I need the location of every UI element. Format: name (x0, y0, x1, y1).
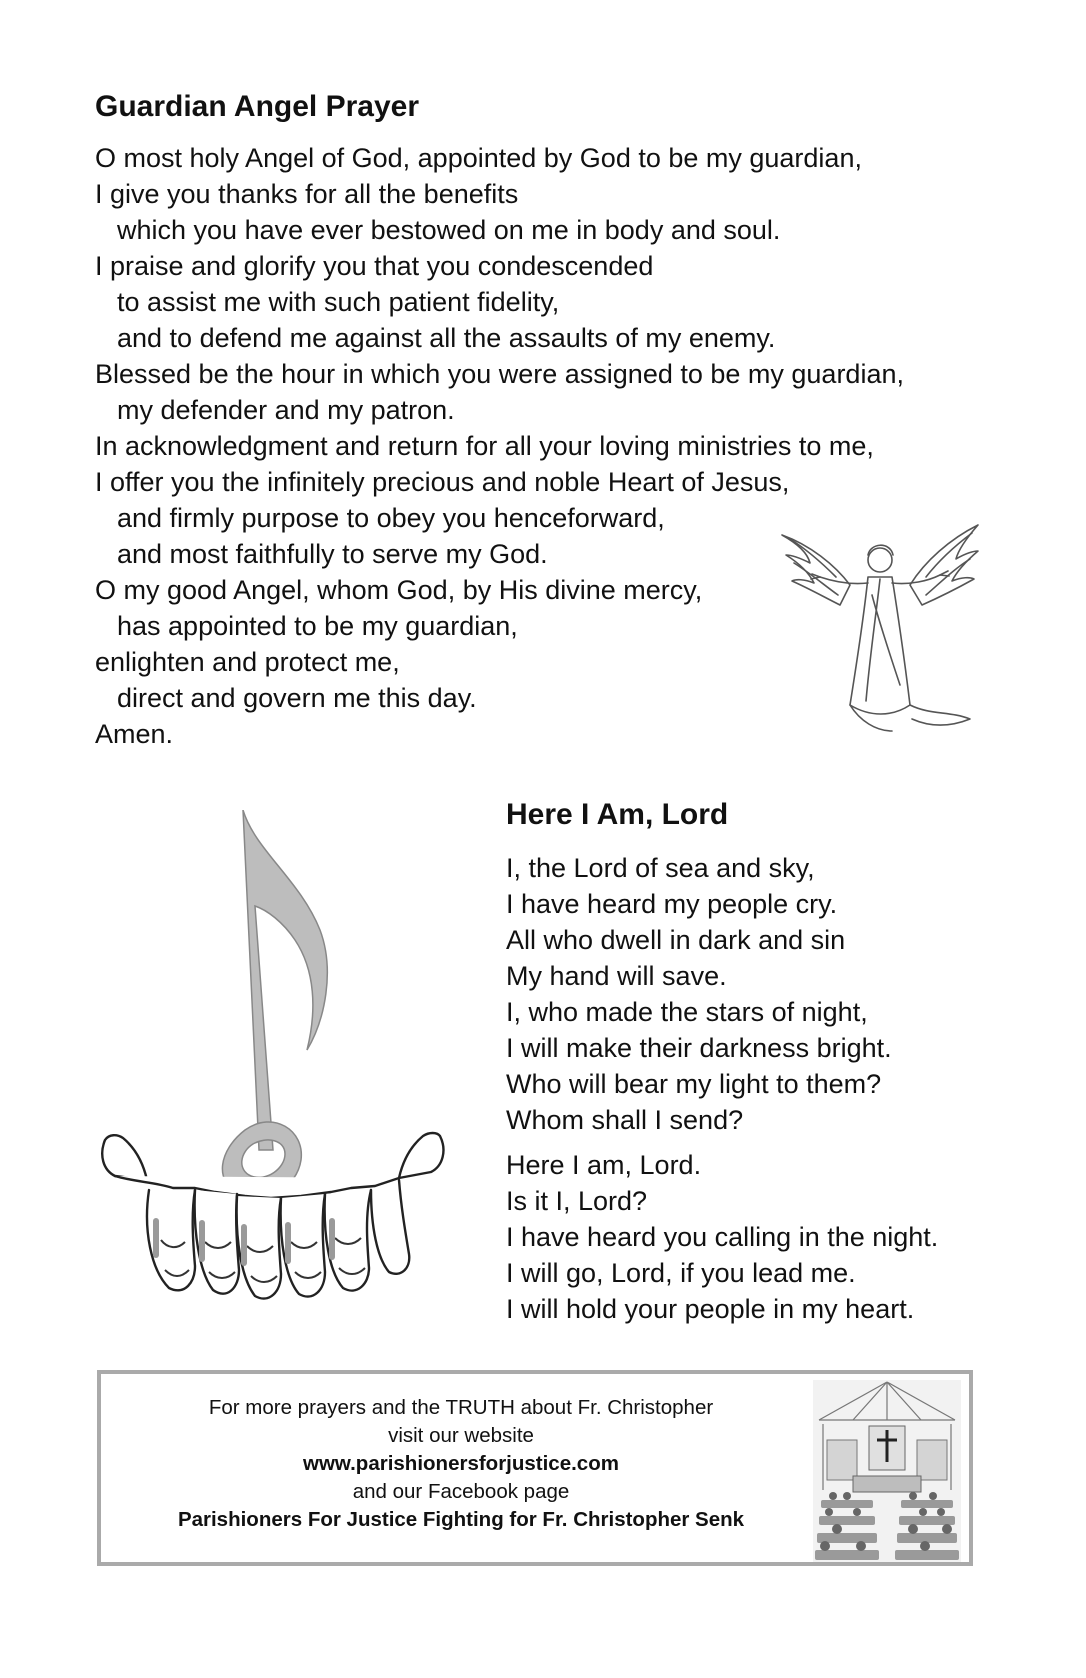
prayer-line: and firmly purpose to obey you henceforward, (117, 503, 665, 533)
prayer-line: and to defend me against all the assaults of my enemy. (117, 323, 776, 353)
hymn-line: I have heard you calling in the night. (506, 1222, 939, 1252)
hymn-line: I will make their darkness bright. (506, 1033, 892, 1063)
footer-text (111, 1394, 811, 1534)
hymn-line: All who dwell in dark and sin (506, 925, 846, 955)
prayer-line: enlighten and protect me, (95, 647, 400, 677)
prayer-line: and most faithfully to serve my God. (117, 539, 548, 569)
footer-line: and our Facebook page (352, 1480, 570, 1503)
hymn-line: I will hold your people in my heart. (506, 1294, 915, 1324)
footer-line: For more prayers and the TRUTH about Fr. Christopher (208, 1396, 714, 1419)
prayer-line: I offer you the infinitely precious and noble Heart of Jesus, (95, 467, 790, 497)
music-note-hands-icon (95, 810, 450, 1330)
prayer-title: Guardian Angel Prayer (95, 90, 419, 123)
prayer-line: In acknowledgment and return for all your loving ministries to me, (95, 431, 874, 461)
hymn-line: Who will bear my light to them? (506, 1069, 882, 1099)
footer-line: visit our website (388, 1424, 534, 1447)
hymn-line: Here I am, Lord. (506, 1150, 702, 1180)
hymn-refrain (506, 1147, 938, 1327)
prayer-line: which you have ever bestowed on me in body and soul. (117, 215, 781, 245)
hymn-line: I, the Lord of sea and sky, (506, 853, 815, 883)
prayer-line: has appointed to be my guardian, (117, 611, 518, 641)
prayer-line: I give you thanks for all the benefits (95, 179, 519, 209)
prayer-line: Blessed be the hour in which you were assigned to be my guardian, (95, 359, 904, 389)
hymn-line: Is it I, Lord? (506, 1186, 648, 1216)
prayer-line: my defender and my patron. (117, 395, 455, 425)
footer-facebook: Parishioners For Justice Fighting for Fr. Christopher Senk (177, 1508, 745, 1531)
prayer-line: I praise and glorify you that you condescended (95, 251, 654, 281)
hymn-verse (506, 850, 892, 1138)
hymn-line: I, who made the stars of night, (506, 997, 868, 1027)
hymn-title: Here I Am, Lord (506, 798, 729, 831)
footer-website: www.parishionersforjustice.com (303, 1452, 619, 1475)
prayer-line: Amen. (95, 719, 174, 749)
church-interior-icon (813, 1380, 961, 1562)
hymn-line: Whom shall I send? (506, 1105, 744, 1135)
hymn-line: I will go, Lord, if you lead me. (506, 1258, 856, 1288)
prayer-line: to assist me with such patient fidelity, (117, 287, 560, 317)
prayer-line: O my good Angel, whom God, by His divine mercy, (95, 575, 703, 605)
footer-box (97, 1370, 973, 1566)
prayer-line: direct and govern me this day. (117, 683, 477, 713)
angel-illustration-icon (780, 505, 980, 745)
hymn-line: I have heard my people cry. (506, 889, 838, 919)
prayer-line: O most holy Angel of God, appointed by God to be my guardian, (95, 143, 862, 173)
hymn-line: My hand will save. (506, 961, 727, 991)
